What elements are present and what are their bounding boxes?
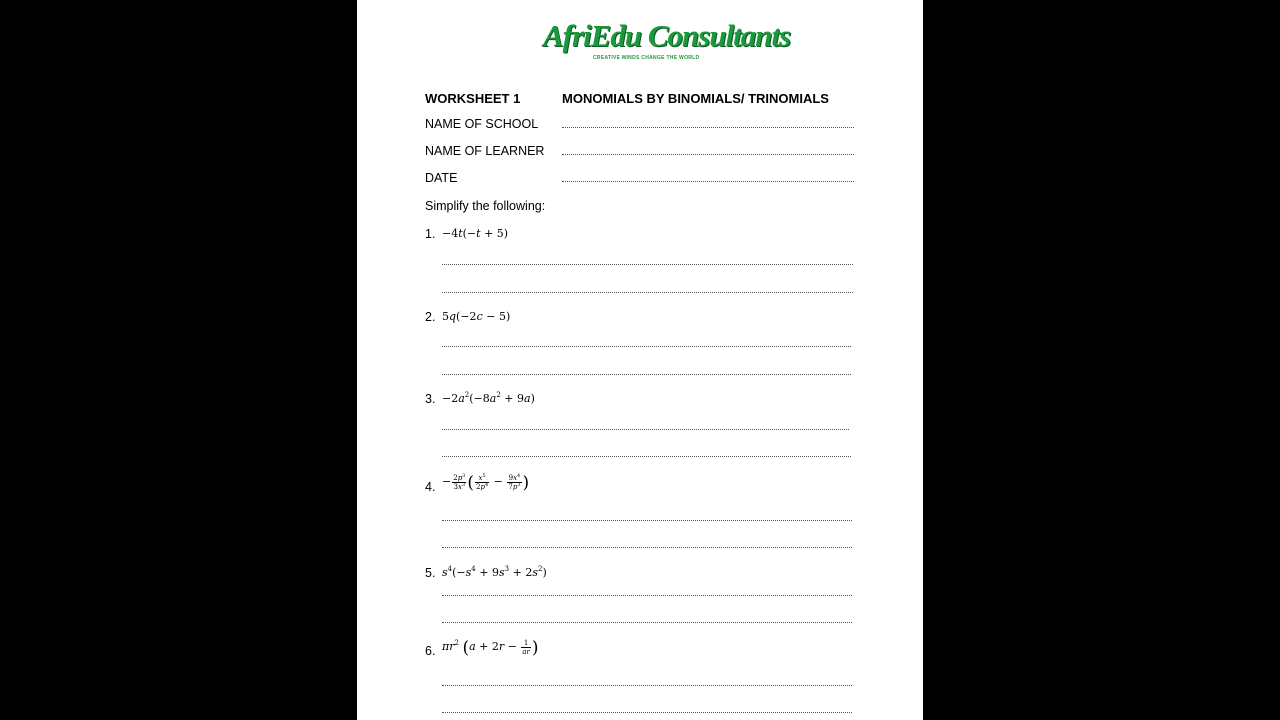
question-number: 2. (425, 310, 436, 324)
worksheet-page (357, 0, 923, 720)
answer-line[interactable] (442, 264, 853, 265)
question-number: 5. (425, 566, 436, 580)
answer-line[interactable] (442, 712, 852, 713)
answer-line[interactable] (442, 429, 849, 430)
answer-line[interactable] (442, 292, 853, 293)
question-number: 4. (425, 480, 436, 494)
answer-line[interactable] (442, 520, 852, 521)
date-answer-line[interactable] (562, 181, 854, 182)
question-expression: $s^4(-s^4 + 9s^3 + 2s^2)$ (442, 565, 547, 579)
answer-line[interactable] (442, 456, 851, 457)
answer-line[interactable] (442, 595, 852, 596)
brand-logo (543, 18, 791, 64)
answer-line[interactable] (442, 346, 851, 347)
learner-answer-line[interactable] (562, 154, 854, 155)
logo-tagline: CREATIVE MINDS CHANGE THE WORLD (593, 55, 700, 61)
worksheet-title: WORKSHEET 1 (425, 91, 521, 106)
worksheet-topic: MONOMIALS BY BINOMIALS/ TRINOMIALS (562, 91, 829, 106)
logo-wordmark: AfriEdu Consultants (543, 18, 791, 53)
instruction: Simplify the following: (425, 199, 546, 213)
question-expression: − $\frac{2p^3}{3x^3}$ ( $\frac{x^5}{2p^4}$ − $\frac{9x^4}{7p^3}$ ) (442, 472, 530, 493)
question-number: 1. (425, 227, 436, 241)
answer-line[interactable] (442, 622, 852, 623)
answer-line[interactable] (442, 685, 852, 686)
school-answer-line[interactable] (562, 127, 854, 128)
field-label-learner: NAME OF LEARNER (425, 144, 545, 158)
question-expression: $\pi r^2$ (a + 2r − $\frac{1}{ar}$ ) (442, 638, 539, 658)
question-expression: 5q(−2c − 5) (442, 310, 511, 323)
field-label-school: NAME OF SCHOOL (425, 117, 539, 131)
question-expression: −4t(−t + 5) (442, 227, 509, 240)
question-number: 6. (425, 644, 436, 658)
question-expression: $-2a^2(-8a^2 + 9a)$ (442, 391, 535, 405)
answer-line[interactable] (442, 374, 851, 375)
field-label-date: DATE (425, 171, 458, 185)
answer-line[interactable] (442, 547, 852, 548)
question-number: 3. (425, 392, 436, 406)
